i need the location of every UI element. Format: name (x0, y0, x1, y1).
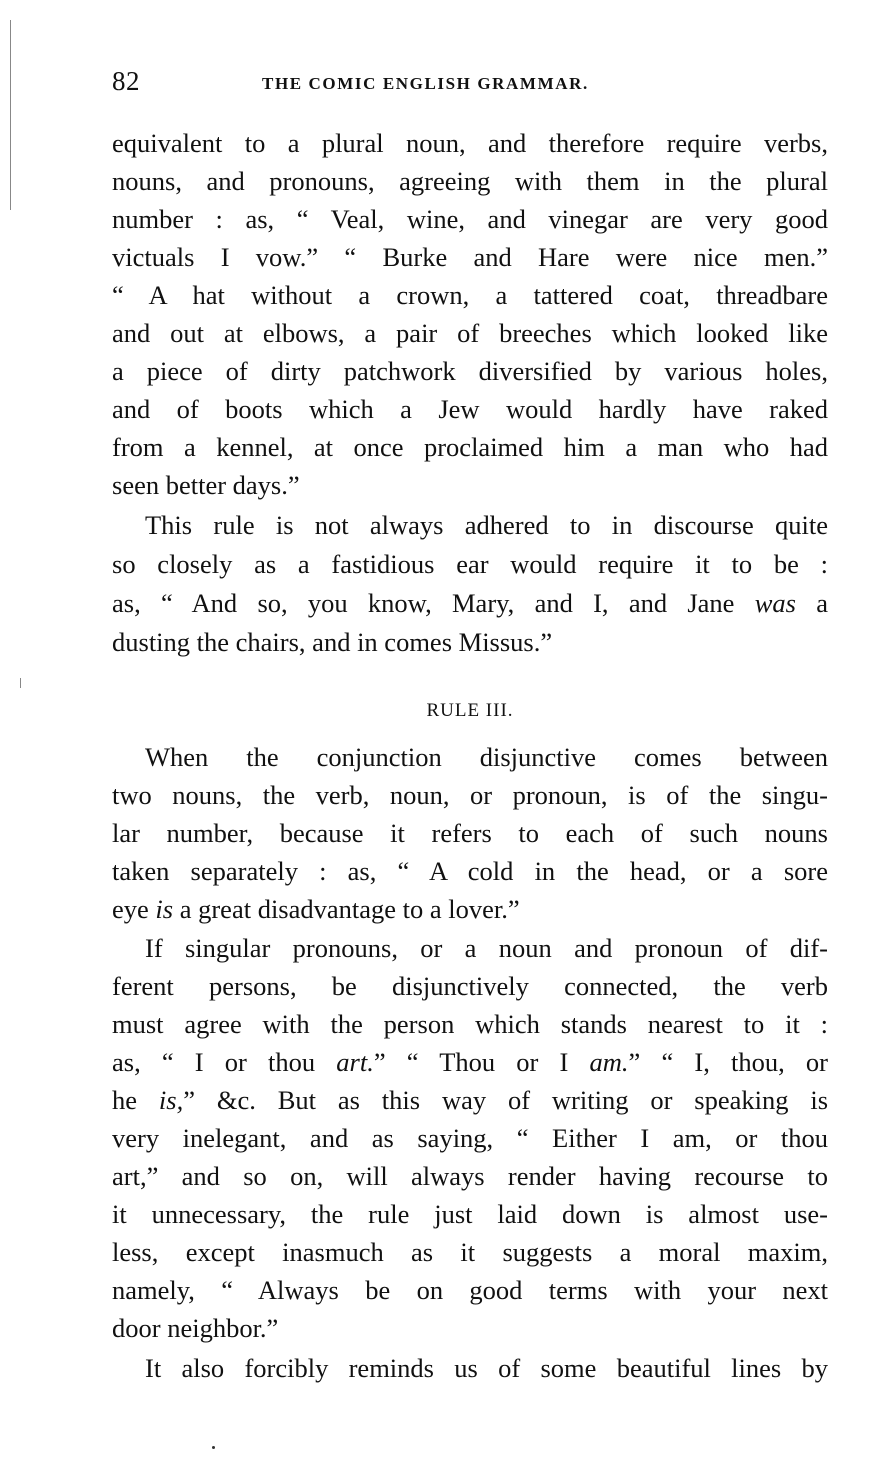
text-line: and of boots which a Jew would hardly have raked (112, 394, 828, 424)
text-line: less, except inasmuch as it suggests a moral maxim, (112, 1237, 828, 1267)
text-line: ferent persons, be disjunctively connected, the verb (112, 971, 828, 1001)
text-line: taken separately : as, “ A cold in the head, or a sore (112, 856, 828, 886)
text-line: It also forcibly reminds us of some beautiful lines by (145, 1353, 828, 1383)
scan-speck (20, 678, 21, 688)
text-line: lar number, because it refers to each of such nouns (112, 818, 828, 848)
scan-edge-mark (10, 20, 11, 210)
text-line: must agree with the person which stands nearest to it : (112, 1009, 828, 1039)
text-line: two nouns, the verb, noun, or pronoun, is of the singu- (112, 780, 828, 810)
text-line: from a kennel, at once proclaimed him a man who had (112, 432, 828, 462)
italic-word: was (754, 588, 796, 618)
text-line: as, “ I or thou art.” “ Thou or I am.” “ I, thou, or (112, 1047, 828, 1077)
text-line: eye is a great disadvantage to a lover.” (112, 894, 520, 924)
text-line: “ A hat without a crown, a tattered coat, threadbare (112, 280, 828, 310)
text-line: victuals I vow.” “ Burke and Hare were nice men.” (112, 242, 828, 272)
text-line: number : as, “ Veal, wine, and vinegar are very good (112, 204, 828, 234)
page-number: 82 (112, 66, 140, 96)
text-line: namely, “ Always be on good terms with your next (112, 1275, 828, 1305)
italic-word: am. (589, 1047, 629, 1077)
running-title: THE COMIC ENGLISH GRAMMAR. (262, 74, 589, 93)
text-line: very inelegant, and as saying, “ Either I am, or thou (112, 1123, 828, 1153)
rule-heading: RULE III. (426, 700, 514, 721)
italic-word: art. (336, 1047, 374, 1077)
text-line: it unnecessary, the rule just laid down is almost use- (112, 1199, 828, 1229)
page-header (112, 66, 832, 100)
text-line: door neighbor.” (112, 1313, 279, 1343)
text-line: dusting the chairs, and in comes Missus.” (112, 627, 553, 657)
italic-word: is, (158, 1085, 184, 1115)
text-line: as, “ And so, you know, Mary, and I, and Jane was a (112, 588, 829, 618)
text-line: art,” and so on, will always render having recourse to (112, 1161, 828, 1191)
text-line: equivalent to a plural noun, and therefore require verbs, (112, 128, 828, 158)
scan-speck (212, 1446, 215, 1449)
text-line: he is,” &c. But as this way of writing or speaking is (112, 1085, 829, 1115)
italic-word: is (155, 894, 174, 924)
text-line: a piece of dirty patchwork diversified by various holes, (112, 356, 828, 386)
text-line: seen better days.” (112, 470, 300, 500)
text-line: and out at elbows, a pair of breeches which looked like (112, 318, 828, 348)
text-line: so closely as a fastidious ear would require it to be : (112, 549, 828, 579)
text-line: This rule is not always adhered to in discourse quite (145, 510, 828, 540)
text-line: nouns, and pronouns, agreeing with them in the plural (112, 166, 828, 196)
text-line: When the conjunction disjunctive comes between (145, 742, 828, 772)
text-line: If singular pronouns, or a noun and pronoun of dif- (145, 933, 828, 963)
